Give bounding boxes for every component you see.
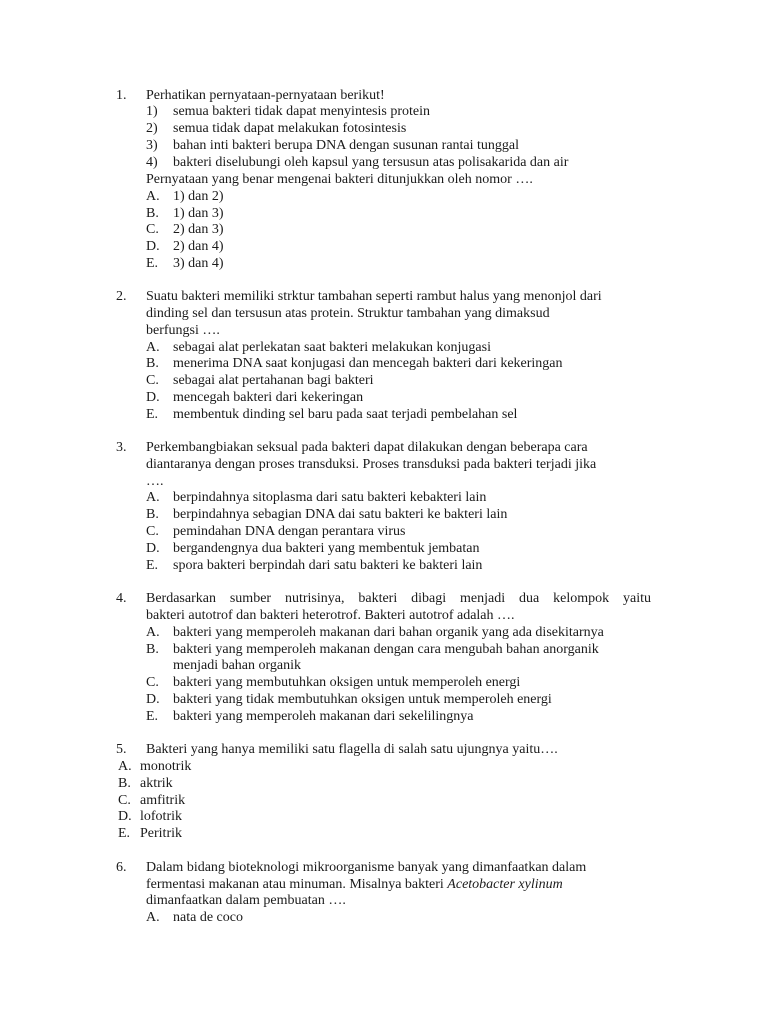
question-stem-line: dimanfaatkan dalam pembuatan …. xyxy=(146,893,346,908)
option-text: lofotrik xyxy=(140,809,182,824)
option-label: A. xyxy=(118,759,132,774)
option-text: 2) dan 3) xyxy=(173,222,224,237)
option-label: A. xyxy=(146,189,160,204)
option-text: bergandengnya dua bakteri yang membentuk jembatan xyxy=(173,541,480,556)
option-label: E. xyxy=(118,826,131,841)
option-label: C. xyxy=(146,373,159,388)
question-stem-line: dinding sel dan tersusun atas protein. Struktur tambahan yang dimaksud xyxy=(146,306,550,321)
statement-label: 1) xyxy=(146,104,158,119)
question-stem-line: bakteri autotrof dan bakteri heterotrof. Bakteri autotrof adalah …. xyxy=(146,608,515,623)
option-text: monotrik xyxy=(140,759,192,774)
option-label: B. xyxy=(118,776,131,791)
option-label: B. xyxy=(146,356,159,371)
option-text: sebagai alat pertahanan bagi bakteri xyxy=(173,373,374,388)
option-label: A. xyxy=(146,625,160,640)
option-label: A. xyxy=(146,490,160,505)
option-text: pemindahan DNA dengan perantara virus xyxy=(173,524,406,539)
option-text: 3) dan 4) xyxy=(173,256,224,271)
question-number: 1. xyxy=(116,88,127,103)
option-label: E. xyxy=(146,709,159,724)
statement-text: semua bakteri tidak dapat menyintesis protein xyxy=(173,104,430,119)
statement-label: 4) xyxy=(146,155,158,170)
statement-label: 2) xyxy=(146,121,158,136)
option-label: D. xyxy=(146,541,160,556)
option-label: B. xyxy=(146,206,159,221)
question-stem-line: …. xyxy=(146,474,164,489)
option-label: D. xyxy=(146,390,160,405)
option-text: 1) dan 2) xyxy=(173,189,224,204)
option-text: aktrik xyxy=(140,776,173,791)
statement-text: bahan inti bakteri berupa DNA dengan susunan rantai tunggal xyxy=(173,138,520,153)
question-number: 6. xyxy=(116,860,127,875)
option-text: bakteri yang memperoleh makanan dari sekelilingnya xyxy=(173,709,474,724)
option-label: D. xyxy=(146,239,160,254)
question-stem-line: Perkembangbiakan seksual pada bakteri dapat dilakukan dengan beberapa cara xyxy=(146,440,588,455)
statement-text: semua tidak dapat melakukan fotosintesis xyxy=(173,121,407,136)
option-text: menerima DNA saat konjugasi dan mencegah bakteri dari kekeringan xyxy=(173,356,563,371)
stem-text: fermentasi makanan atau minuman. Misalnya bakteri xyxy=(146,877,448,892)
option-text: membentuk dinding sel baru pada saat terjadi pembelahan sel xyxy=(173,407,518,422)
option-text: bakteri yang membutuhkan oksigen untuk memperoleh energi xyxy=(173,675,521,690)
question-stem: Bakteri yang hanya memiliki satu flagella di salah satu ujungnya yaitu…. xyxy=(146,742,558,757)
question-number: 5. xyxy=(116,742,127,757)
question-intro: Perhatikan pernyataan-pernyataan berikut! xyxy=(146,88,385,103)
option-text: bakteri yang tidak membutuhkan oksigen untuk memperoleh energi xyxy=(173,692,552,707)
statement-text: bakteri diselubungi oleh kapsul yang tersusun atas polisakarida dan air xyxy=(173,155,569,170)
question-stem-line: diantaranya dengan proses transduksi. Proses transduksi pada bakteri terjadi jika xyxy=(146,457,597,472)
option-text: nata de coco xyxy=(173,910,243,925)
question-number: 3. xyxy=(116,440,127,455)
option-text: menjadi bahan organik xyxy=(173,658,302,673)
question-prompt: Pernyataan yang benar mengenai bakteri ditunjukkan oleh nomor …. xyxy=(146,172,533,187)
option-text: spora bakteri berpindah dari satu bakteri ke bakteri lain xyxy=(173,558,483,573)
option-text: berpindahnya sitoplasma dari satu bakteri kebakteri lain xyxy=(173,490,487,505)
question-stem-line: Suatu bakteri memiliki strktur tambahan seperti rambut halus yang menonjol dari xyxy=(146,289,602,304)
option-label: B. xyxy=(146,507,159,522)
option-text: 2) dan 4) xyxy=(173,239,224,254)
question-number: 2. xyxy=(116,289,127,304)
statement-label: 3) xyxy=(146,138,158,153)
question-stem-line: berfungsi …. xyxy=(146,323,220,338)
option-label: A. xyxy=(146,340,160,355)
option-text: berpindahnya sebagian DNA dai satu bakteri ke bakteri lain xyxy=(173,507,508,522)
option-text: sebagai alat perlekatan saat bakteri melakukan konjugasi xyxy=(173,340,491,355)
option-text: amfitrik xyxy=(140,793,186,808)
question-number: 4. xyxy=(116,591,127,606)
question-stem-line: Dalam bidang bioteknologi mikroorganisme banyak yang dimanfaatkan dalam xyxy=(146,860,587,875)
option-label: C. xyxy=(146,222,159,237)
option-text: 1) dan 3) xyxy=(173,206,224,221)
option-label: D. xyxy=(118,809,132,824)
option-label: A. xyxy=(146,910,160,925)
species-name: Acetobacter xylinum xyxy=(447,877,563,892)
option-text: bakteri yang memperoleh makanan dengan cara mengubah bahan anorganik xyxy=(173,642,599,657)
option-label: B. xyxy=(146,642,159,657)
option-label: E. xyxy=(146,256,159,271)
option-label: E. xyxy=(146,558,159,573)
question-stem-line xyxy=(146,877,652,894)
question-stem-line: Berdasarkan sumber nutrisinya, bakteri dibagi menjadi dua kelompok yaitu xyxy=(146,591,651,606)
option-text: Peritrik xyxy=(140,826,182,841)
option-label: C. xyxy=(118,793,131,808)
option-label: D. xyxy=(146,692,160,707)
option-label: C. xyxy=(146,524,159,539)
option-label: C. xyxy=(146,675,159,690)
option-text: bakteri yang memperoleh makanan dari bahan organik yang ada disekitarnya xyxy=(173,625,604,640)
option-text: mencegah bakteri dari kekeringan xyxy=(173,390,364,405)
option-label: E. xyxy=(146,407,159,422)
